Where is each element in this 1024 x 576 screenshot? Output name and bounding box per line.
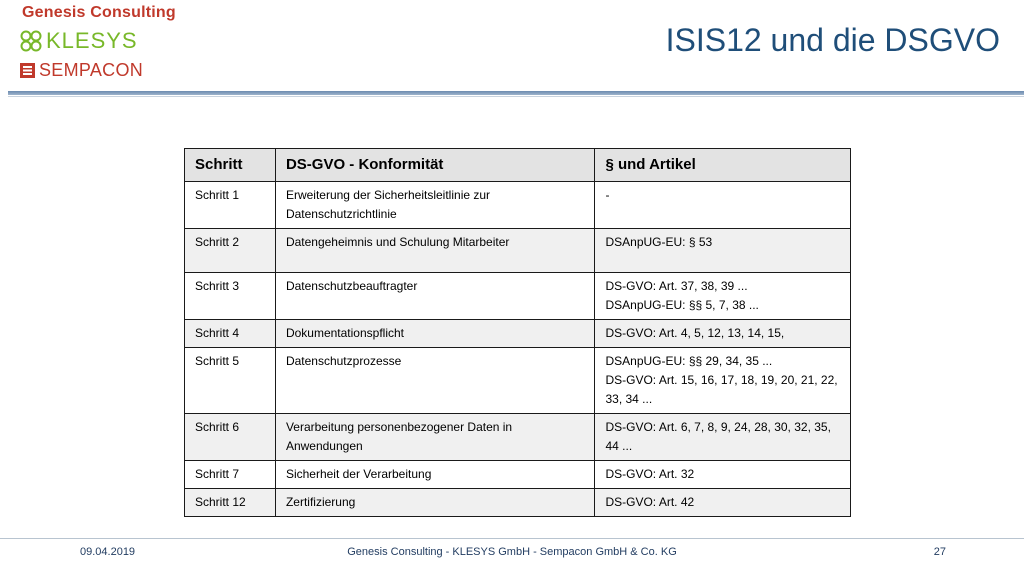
cell-artikel-line: DSAnpUG-EU: §§ 5, 7, 38 ... [605, 298, 759, 312]
header-divider [8, 91, 1024, 95]
brand-name: Genesis Consulting [22, 4, 176, 21]
page-title: ISIS12 und die DSGVO [665, 22, 1000, 58]
table-row [185, 348, 851, 414]
cell-artikel-line: DSAnpUG-EU: §§ 29, 34, 35 ... [605, 354, 773, 368]
klesys-logo-text: KLESYS [46, 28, 138, 53]
cell-schritt: Schritt 7 [185, 461, 276, 489]
cell-konformitaet: Sicherheit der Verarbeitung [275, 461, 595, 489]
cell-konformitaet: Datenschutzbeauftragter [275, 273, 595, 320]
footer-date: 09.04.2019 [80, 546, 136, 558]
cell-artikel: DS-GVO: Art. 6, 7, 8, 9, 24, 28, 30, 32, 35, 44 ... [595, 414, 851, 461]
cell-konformitaet: Zertifizierung [275, 489, 595, 517]
footer-divider [0, 538, 1024, 539]
table-row [185, 414, 851, 461]
sempacon-logo-text: SEMPACON [39, 60, 144, 80]
cell-konformitaet: Verarbeitung personenbezogener Daten in Anwendungen [275, 414, 595, 461]
cell-schritt: Schritt 12 [185, 489, 276, 517]
klesys-clover-icon [20, 30, 42, 52]
cell-artikel: - [595, 182, 851, 229]
column-header-artikel: § und Artikel [595, 149, 851, 182]
cell-schritt: Schritt 4 [185, 320, 276, 348]
cell-schritt: Schritt 3 [185, 273, 276, 320]
column-header-schritt: Schritt [185, 149, 276, 182]
compliance-table [184, 148, 851, 517]
klesys-logo [20, 28, 138, 54]
table-row [185, 461, 851, 489]
table-row [185, 320, 851, 348]
cell-konformitaet: Datengeheimnis und Schulung Mitarbeiter [275, 229, 595, 273]
cell-artikel [595, 348, 851, 414]
cell-konformitaet: Erweiterung der Sicherheitsleitlinie zur Datenschutzrichtlinie [275, 182, 595, 229]
table-row [185, 273, 851, 320]
cell-konformitaet: Dokumentationspflicht [275, 320, 595, 348]
header-divider-thin [8, 96, 1024, 97]
cell-artikel-line: DS-GVO: Art. 37, 38, 39 ... [605, 279, 748, 293]
cell-schritt: Schritt 2 [185, 229, 276, 273]
column-header-konformitaet: DS-GVO - Konformität [275, 149, 595, 182]
sempacon-logo [20, 60, 143, 81]
table-row [185, 229, 851, 273]
cell-konformitaet: Datenschutzprozesse [275, 348, 595, 414]
cell-artikel: DS-GVO: Art. 32 [595, 461, 851, 489]
cell-artikel: DS-GVO: Art. 42 [595, 489, 851, 517]
page-number: 27 [933, 546, 946, 558]
table-row [185, 489, 851, 517]
cell-artikel-line: DS-GVO: Art. 15, 16, 17, 18, 19, 20, 21, 22, 33, 34 ... [605, 373, 838, 406]
cell-schritt: Schritt 1 [185, 182, 276, 229]
table-row [185, 182, 851, 229]
sempacon-mark-icon [20, 63, 35, 78]
table-header-row [185, 149, 851, 182]
cell-schritt: Schritt 5 [185, 348, 276, 414]
cell-schritt: Schritt 6 [185, 414, 276, 461]
cell-artikel: DSAnpUG-EU: § 53 [595, 229, 851, 273]
cell-artikel: DS-GVO: Art. 4, 5, 12, 13, 14, 15, [595, 320, 851, 348]
footer-company: Genesis Consulting - KLESYS GmbH - Sempacon GmbH & Co. KG [347, 546, 677, 558]
cell-artikel [595, 273, 851, 320]
